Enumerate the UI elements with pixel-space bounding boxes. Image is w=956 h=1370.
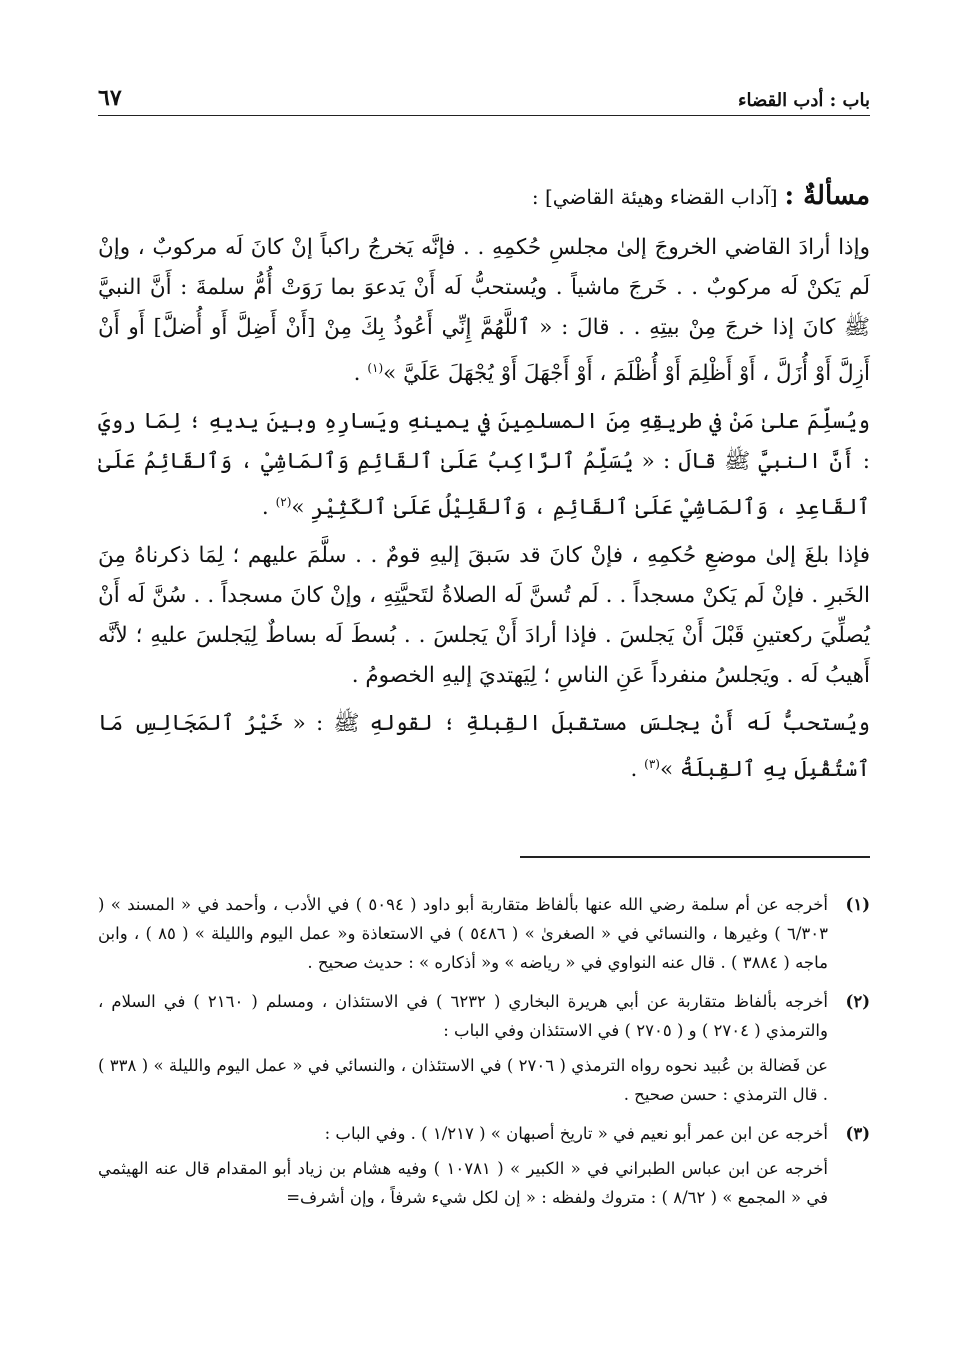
page-header: [98, 80, 870, 116]
paragraph-text: وإذا أرادَ القاضي الخروجَ إلىٰ مجلسِ حُكمِهِ . . فإنَّه يَخرجُ راكباً إنْ كانَ لَه مركوبٌ ، وإنْ لَم يَكنْ لَه مركوبٌ . . خَرجَ ماشياً . ويُستحبُّ لَه أَنْ يَدعوَ بما رَوَتْ أُمُّ سلمةَ : أَنَّ النبيَّ ﷺ كانَ إذا خرجَ مِنْ بيتِهِ . . قالَ : « ٱللَّهُمَّ إِنِّي أَعُوذُ بِكَ مِنْ [أَنْ أَضِلَّ أَو أُضلَّ] أَو أَنْ أَزِلَّ أَوْ أُزَلَّ ، أَوْ أَظْلِمَ أَوْ أُظْلَمَ ، أَوْ أَجْهَلَ أَوْ يُجْهَلَ عَلَيَّ »: [98, 235, 870, 387]
footnote-body: [98, 1119, 828, 1218]
footnotes: [98, 890, 870, 1222]
footnote-body: [98, 987, 828, 1115]
footnote-text: عن فَضالة بن عُبيد نحوه رواه الترمذي ( ٢٧٠٦ ) في الاستئذان ، والنسائي في « عمل اليوم والليلة » ( ٣٣٨ ) . قال الترمذي : حسن صحيح .: [98, 1056, 829, 1104]
paragraph: [98, 536, 870, 696]
footnote-ref: (١): [367, 361, 384, 375]
paragraph: وإذا أرادَ القاضي الخروجَ إلىٰ مجلسِ حُكمِهِ . . فإنَّه يَخرجُ راكباً إنْ كانَ لَه مركوبٌ ، وإنْ لَم يَكنْ لَه مركوبٌ . . خَرجَ ماشياً . ويُستحبُّ لَه أَنْ يَدعوَ بما رَوَتْ أُمُّ سلمةَ : أَنَّ النبيَّ ﷺ كانَ إذا خرجَ مِنْ بيتِهِ . . قالَ : « ٱللَّهُمَّ إِنِّي أَعُوذُ بِكَ مِنْ [أَنْ أَضِلَّ أَو أُضلَّ] أَو أَنْ أَزِلَّ أَوْ أُزَلَّ ، أَوْ أَظْلِمَ أَوْ أُظْلَمَ ، أَوْ أَجْهَلَ أَوْ يُجْهَلَ عَلَيَّ »$^{(١)}$ .: [98, 235, 870, 387]
footnote: [98, 987, 870, 1115]
running-head: باب : أدب القضاء: [738, 90, 870, 111]
paragraph: ويُستحبُّ لَه أَنْ يجلسَ مستقبلَ القِبلةِ ؛ لقولهِ ﷺ : « خَيْرُ ٱلمَجَالِسِ مَا ٱسْتُقْبِلَ بِهِ ٱلقِبلَةُ »$^{(٣)}$ .: [98, 711, 870, 783]
footnote: [98, 890, 870, 983]
paragraph-text: ويُستحبُّ لَه أَنْ يجلسَ مستقبلَ القِبلةِ ؛ لقولهِ ﷺ : « خَيْرُ ٱلمَجَالِسِ مَا ٱسْتُقْبِلَ بِهِ ٱلقِبلَةُ »: [98, 711, 870, 783]
footnote-ref: (٢): [275, 495, 292, 510]
question-label: مسألةٌ :: [784, 181, 870, 211]
footnote-number: (٢): [845, 992, 870, 1011]
footnote-text: أخرجه عن ابن عباس الطبراني في « الكبير » ( ١٠٧٨١ ) وفيه هشام بن زياد أبو المقدام قال عنه الهيثمي في « المجمع » ( ٨/٦٢ ) : متروك ولفظه : « إن لكل شيء شرفاً ، وإن أشرف=: [98, 1159, 828, 1207]
page-number: ٦٧: [98, 85, 122, 111]
footnote-number: (١): [845, 895, 870, 914]
footnote-text: أخرجه عن ابن عمر أبو نعيم في « تاريخ أصبهان » ( ١/٢١٧ ) . وفي الباب :: [324, 1124, 828, 1143]
main-text: [98, 176, 870, 798]
footnote-number: (٣): [845, 1124, 870, 1143]
paragraph-text: فإذا بلغَ إلىٰ موضعِ حُكمِهِ ، فإنْ كانَ قد سَبقَ إليهِ قومٌ . . سلَّمَ عليهم ؛ لِمَا ذكرناهُ مِنَ الخَبرِ . فإنْ لَم يَكنْ مسجداً . . لَم تُسنَّ لَه الصلاةُ لتَحيَّتِهِ ، وإنْ كانَ مسجداً . . سُنَّ لَه أَنْ يُصلِّيَ ركعتينِ قَبْلَ أَنْ يَجلسَ . فإذا أرادَ أَنْ يَجلسَ . . بُسطَ لَه بساطٌ لِيَجلسَ عليهِ ؛ لأنَّه أَهيبُ لَه . ويَجلسُ منفرداً عَنِ الناسِ ؛ لِيَهتديَ إليهِ الخصومُ .: [98, 543, 870, 689]
footnote-text: أخرجه عن أم سلمة رضي الله عنها بألفاظ متقاربة أبو داود ( ٥٠٩٤ ) في الأدب ، وأحمد في « المسند » ( ٦/٣٠٣ ) وغيرها ، والنسائي في « الصغرىٰ » ( ٥٤٨٦ ) في الاستعاذة و« عمل اليوم والليلة » ( ٨٥ ) ، وابن ماجه ( ٣٨٨٤ ) . قال عنه النواوي في « رياضه » و« أذكاره » : حديث صحيح .: [98, 895, 829, 972]
footnote-body: [98, 890, 828, 983]
question-heading: [98, 176, 870, 218]
footnote: [98, 1119, 870, 1218]
question-title: [آداب القضاء وهيئة القاضي] :: [531, 185, 778, 209]
footnote-divider: [520, 856, 870, 858]
paragraph-text: ويُسلِّمَ علىٰ مَنْ في طريقِهِ مِنَ المسلمِينَ في يمينهِ ويَسارِهِ وبينَ يديهِ ؛ لِمَا رويَ : أَنَّ النبيَّ ﷺ قالَ : « يُسَلِّمُ ٱلرَّاكِبُ عَلَىٰ ٱلقَائِمِ وَٱلمَاشِيْ ، وَٱلقَائِمُ عَلَىٰ ٱلقَاعِدِ ، وَٱلمَاشِيْ عَلَىٰ ٱلقَائِمِ ، وَٱلقَلِيْلُ عَلَىٰ ٱلكَثِيْرِ »: [98, 409, 870, 521]
paragraph: ويُسلِّمَ علىٰ مَنْ في طريقِهِ مِنَ المسلمِينَ في يمينهِ ويَسارِهِ وبينَ يديهِ ؛ لِمَا رويَ : أَنَّ النبيَّ ﷺ قالَ : « يُسَلِّمُ ٱلرَّاكِبُ عَلَىٰ ٱلقَائِمِ وَٱلمَاشِيْ ، وَٱلقَائِمُ عَلَىٰ ٱلقَاعِدِ ، وَٱلمَاشِيْ عَلَىٰ ٱلقَائِمِ ، وَٱلقَلِيْلُ عَلَىٰ ٱلكَثِيْرِ »$^{(٢)}$ .: [98, 409, 870, 521]
footnote-ref: (٣): [644, 757, 660, 772]
footnote-text: أخرجه بألفاظ متقاربة عن أبي هريرة البخاري ( ٦٢٣٢ ) في الاستئذان ، ومسلم ( ٢١٦٠ ) في السلام ، والترمذي ( ٢٧٠٤ ) و ( ٢٧٠٥ ) في الاستئذان وفي الباب :: [98, 992, 828, 1040]
